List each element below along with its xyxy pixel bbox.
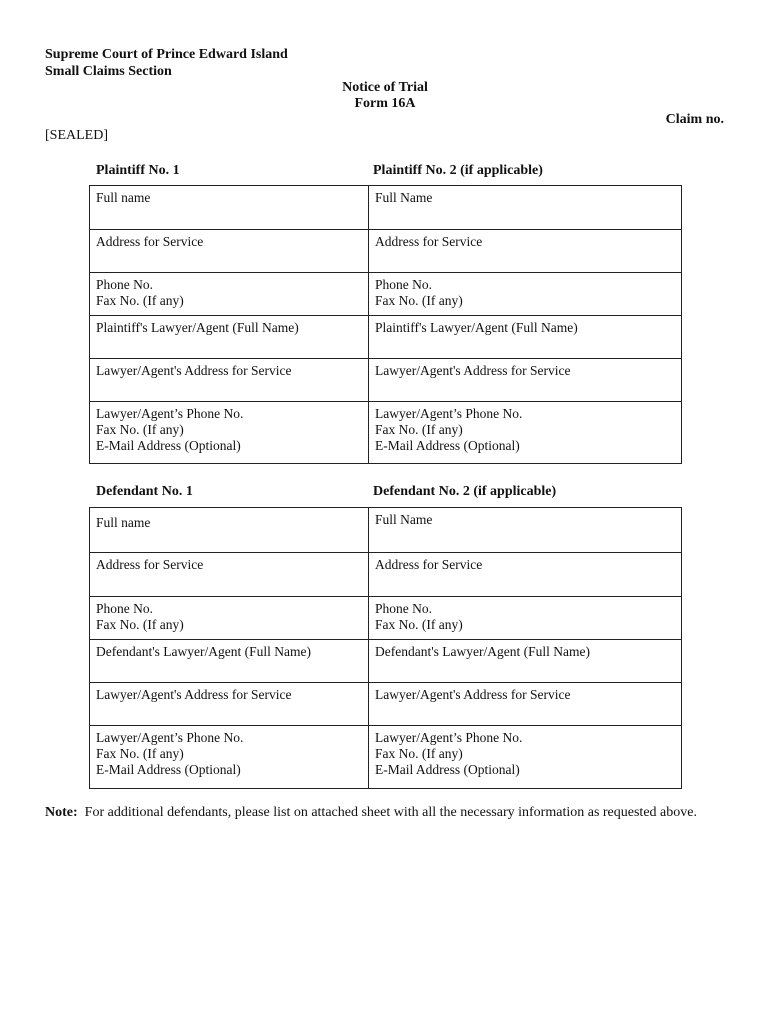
defendant-2-address-field[interactable]: Address for Service — [369, 553, 682, 597]
plaintiff-table — [89, 185, 682, 464]
table-row — [90, 273, 682, 316]
plaintiff-2-lawyer-name-field[interactable]: Plaintiff's Lawyer/Agent (Full Name) — [369, 316, 682, 359]
table-row — [90, 597, 682, 640]
plaintiff-1-full-name-field[interactable]: Full name — [90, 186, 369, 230]
defendant-1-lawyer-contact-field[interactable]: Lawyer/Agent’s Phone No. Fax No. (If any) E-Mail Address (Optional) — [90, 726, 369, 789]
form-title: Notice of Trial — [342, 80, 428, 95]
defendant-1-full-name-field[interactable]: Full name — [90, 508, 369, 553]
defendant-2-lawyer-contact-field[interactable]: Lawyer/Agent’s Phone No. Fax No. (If any) E-Mail Address (Optional) — [369, 726, 682, 789]
defendant-2-heading: Defendant No. 2 (if applicable) — [373, 484, 557, 499]
defendant-1-phone-fax-field[interactable]: Phone No. Fax No. (If any) — [90, 597, 369, 640]
table-row — [90, 640, 682, 683]
defendant-2-phone-fax-field[interactable]: Phone No. Fax No. (If any) — [369, 597, 682, 640]
sealed-marker: [SEALED] — [45, 128, 108, 143]
table-row — [90, 359, 682, 402]
plaintiff-1-lawyer-address-field[interactable]: Lawyer/Agent's Address for Service — [90, 359, 369, 402]
plaintiff-1-lawyer-contact-field[interactable]: Lawyer/Agent’s Phone No. Fax No. (If any) E-Mail Address (Optional) — [90, 402, 369, 464]
table-row — [90, 683, 682, 726]
table-row — [90, 726, 682, 789]
plaintiff-2-address-field[interactable]: Address for Service — [369, 230, 682, 273]
table-row — [90, 553, 682, 597]
plaintiff-1-heading: Plaintiff No. 1 — [96, 163, 180, 178]
court-section: Small Claims Section — [45, 64, 172, 79]
defendant-2-full-name-field[interactable]: Full Name — [369, 508, 682, 553]
plaintiff-2-lawyer-contact-field[interactable]: Lawyer/Agent’s Phone No. Fax No. (If any) E-Mail Address (Optional) — [369, 402, 682, 464]
note-text: For additional defendants, please list on attached sheet with all the necessary information as requested above. — [84, 805, 697, 820]
defendant-1-lawyer-address-field[interactable]: Lawyer/Agent's Address for Service — [90, 683, 369, 726]
court-name: Supreme Court of Prince Edward Island — [45, 47, 288, 62]
table-row — [90, 316, 682, 359]
claim-number-label: Claim no. — [665, 112, 724, 127]
plaintiff-1-phone-fax-field[interactable]: Phone No. Fax No. (If any) — [90, 273, 369, 316]
plaintiff-2-lawyer-address-field[interactable]: Lawyer/Agent's Address for Service — [369, 359, 682, 402]
form-number: Form 16A — [354, 96, 416, 111]
plaintiff-1-lawyer-name-field[interactable]: Plaintiff's Lawyer/Agent (Full Name) — [90, 316, 369, 359]
plaintiff-2-heading: Plaintiff No. 2 (if applicable) — [373, 163, 543, 178]
defendant-table — [89, 507, 682, 789]
table-row — [90, 230, 682, 273]
table-row — [90, 508, 682, 553]
table-row — [90, 402, 682, 464]
defendant-2-lawyer-address-field[interactable]: Lawyer/Agent's Address for Service — [369, 683, 682, 726]
defendant-1-address-field[interactable]: Address for Service — [90, 553, 369, 597]
plaintiff-2-phone-fax-field[interactable]: Phone No. Fax No. (If any) — [369, 273, 682, 316]
table-row — [90, 186, 682, 230]
note-label: Note: — [45, 805, 78, 820]
defendant-2-lawyer-name-field[interactable]: Defendant's Lawyer/Agent (Full Name) — [369, 640, 682, 683]
plaintiff-1-address-field[interactable]: Address for Service — [90, 230, 369, 273]
plaintiff-2-full-name-field[interactable]: Full Name — [369, 186, 682, 230]
defendant-1-lawyer-name-field[interactable]: Defendant's Lawyer/Agent (Full Name) — [90, 640, 369, 683]
defendant-1-heading: Defendant No. 1 — [96, 484, 193, 499]
additional-defendants-note — [45, 805, 727, 821]
